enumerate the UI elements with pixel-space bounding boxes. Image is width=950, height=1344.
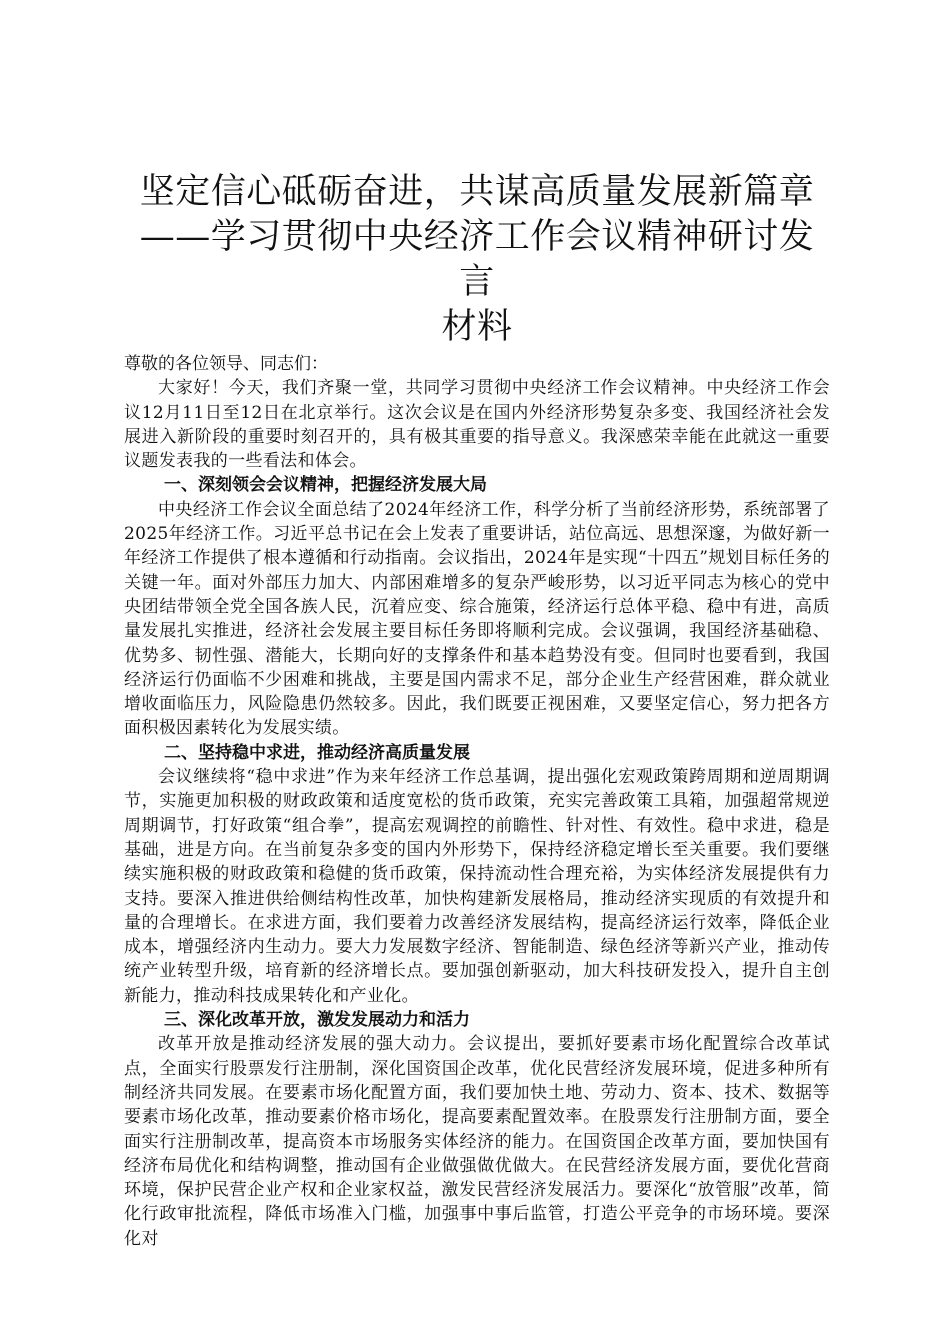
section-heading-3: 三、深化改革开放，激发发展动力和活力 [164, 1010, 470, 1031]
section-body-3: 改革开放是推动经济发展的强大动力。会议提出，要抓好要素市场化配置综合改革试点，全面实行股票发行注册制，深化国资国企改革，优化民营经济发展环境，促进多种所有制经济共同发展。在要素市场化配置方面，我们要加快土地、劳动力、资本、技术、数据等要素市场化改革，推动要素价格市场化，提高要素配置效率。在股票发行注册制方面，要全面实行注册制改革，提高资本市场服务实体经济的能力。在国资国企改革方面，要加快国有经济布局优化和结构调整，推动国有企业做强做优做大。在民营经济发展方面，要优化营商环境，保护民营企业产权和企业家权益，激发民营经济发展活力。要深化“放管服”改革，简化行政审批流程，降低市场准入门槛，加强事中事后监管，打造公平竞争的市场环境。要深化对 [124, 1034, 830, 1249]
document-page [124, 170, 830, 1251]
section-body-2: 会议继续将“稳中求进”作为来年经济工作总基调，提出强化宏观政策跨周期和逆周期调节，实施更加积极的财政政策和适度宽松的货币政策，充实完善政策工具箱，加强超常规逆周期调节，打好政策“组合拳”，提高宏观调控的前瞻性、针对性、有效性。稳中求进，稳是基础，进是方向。在当前复杂多变的国内外形势下，保持经济稳定增长至关重要。我们要继续实施积极的财政政策和稳健的货币政策，保持流动性合理充裕，为实体经济发展提供有力支持。要深入推进供给侧结构性改革，加快构建新发展格局，推动经济实现质的有效提升和量的合理增长。在求进方面，我们要着力改善经济发展结构，提高经济运行效率，降低企业成本，增强经济内生动力。要大力发展数字经济、智能制造、绿色经济等新兴产业，推动传统产业转型升级，培育新的经济增长点。要加强创新驱动，加大科技研发投入，提升自主创新能力，推动科技成果转化和产业化。 [124, 767, 830, 1006]
title-line-3: 材料 [441, 307, 513, 347]
intro-paragraph: 大家好！今天，我们齐聚一堂，共同学习贯彻中央经济工作会议精神。中央经济工作会议12月11日至12日在北京举行。这次会议是在国内外经济形势复杂多变、我国经济社会发展进入新阶段的重要时刻召开的，具有极其重要的指导意义。我深感荣幸能在此就这一重要议题发表我的一些看法和体会。 [124, 378, 830, 472]
salutation: 尊敬的各位领导、同志们： [124, 354, 328, 374]
title-line-1: 坚定信心砥砺奋进，共谋高质量发展新篇章 [139, 172, 815, 212]
section-heading-2: 二、坚持稳中求进，推动经济高质量发展 [164, 742, 470, 763]
section-heading-1: 一、深刻领会会议精神，把握经济发展大局 [164, 475, 487, 496]
document-title [124, 170, 830, 350]
title-line-2: ——学习贯彻中央经济工作会议精神研讨发言 [139, 217, 815, 302]
section-body-1: 中央经济工作会议全面总结了2024年经济工作，科学分析了当前经济形势，系统部署了2025年经济工作。习近平总书记在会上发表了重要讲话，站位高远、思想深邃，为做好新一年经济工作提供了根本遵循和行动指南。会议指出，2024年是实现“十四五”规划目标任务的关键一年。面对外部压力加大、内部困难增多的复杂严峻形势，以习近平同志为核心的党中央团结带领全党全国各族人民，沉着应变、综合施策，经济运行总体平稳、稳中有进，高质量发展扎实推进，经济社会发展主要目标任务即将顺利完成。会议强调，我国经济基础稳、优势多、韧性强、潜能大，长期向好的支撑条件和基本趋势没有变。但同时也要看到，我国经济运行仍面临不少困难和挑战，主要是国内需求不足，部分企业生产经营困难，群众就业增收面临压力，风险隐患仍然较多。因此，我们既要正视困难，又要坚定信心，努力把各方面积极因素转化为发展实绩。 [124, 499, 830, 739]
